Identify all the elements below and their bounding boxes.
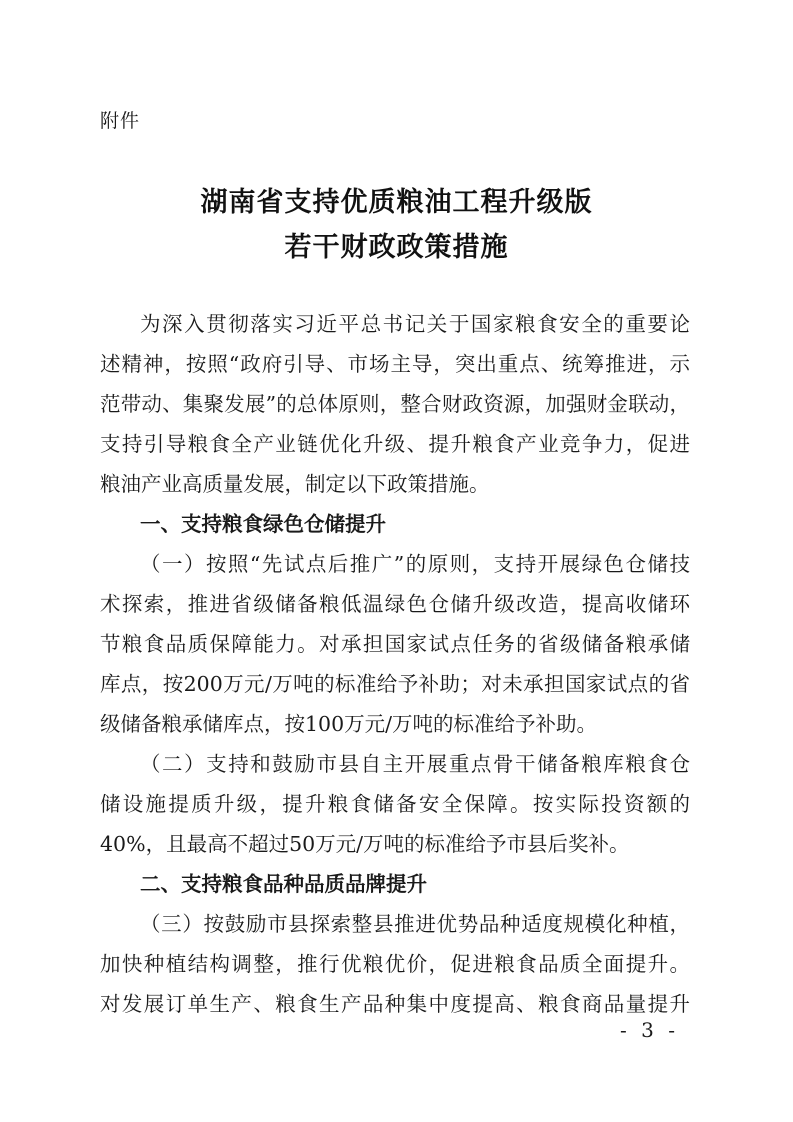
body-line: 术探索，推进省级储备粮低温绿色仓储升级改造，提高收储环 [100, 592, 690, 616]
page-number: - 3 - [620, 1018, 679, 1042]
attachment-label: 附件 [100, 110, 141, 132]
document-title-line-2: 若干财政政策措施 [284, 232, 509, 263]
body-line: 加快种植结构调整，推行优粮优价，促进粮食品质全面提升。 [100, 952, 690, 976]
body-line: 为深入贯彻落实习近平总书记关于国家粮食安全的重要论 [140, 312, 690, 336]
body-line: （三）按鼓励市县探索整县推进优势品种适度规模化种植， [140, 912, 690, 936]
body-line: 粮油产业高质量发展，制定以下政策措施。 [100, 472, 490, 496]
body-line: （一）按照“先试点后推广”的原则，支持开展绿色仓储技 [140, 552, 690, 576]
body-line: 对发展订单生产、粮食生产品种集中度提高、粮食商品量提升 [100, 992, 690, 1016]
body-line: （二）支持和鼓励市县自主开展重点骨干储备粮库粮食仓 [140, 752, 690, 776]
body-line: 范带动、集聚发展”的总体原则，整合财政资源，加强财金联动， [100, 392, 690, 416]
body-line: 储设施提质升级，提升粮食储备安全保障。按实际投资额的 [100, 792, 690, 816]
document-title-line-1: 湖南省支持优质粮油工程升级版 [200, 187, 593, 218]
body-line: 库点，按200万元/万吨的标准给予补助；对未承担国家试点的省 [100, 672, 690, 696]
body-line: 述精神，按照“政府引导、市场主导，突出重点、统筹推进，示 [100, 352, 690, 376]
section-heading-1: 一、支持粮食绿色仓储提升 [140, 512, 386, 536]
body-line: 40%，且最高不超过50万元/万吨的标准给予市县后奖补。 [100, 832, 630, 856]
body-line: 节粮食品质保障能力。对承担国家试点任务的省级储备粮承储 [100, 632, 690, 656]
body-line: 级储备粮承储库点，按100万元/万吨的标准给予补助。 [100, 712, 598, 736]
body-line: 支持引导粮食全产业链优化升级、提升粮食产业竞争力，促进 [100, 432, 690, 456]
section-heading-2: 二、支持粮食品种品质品牌提升 [140, 872, 427, 896]
